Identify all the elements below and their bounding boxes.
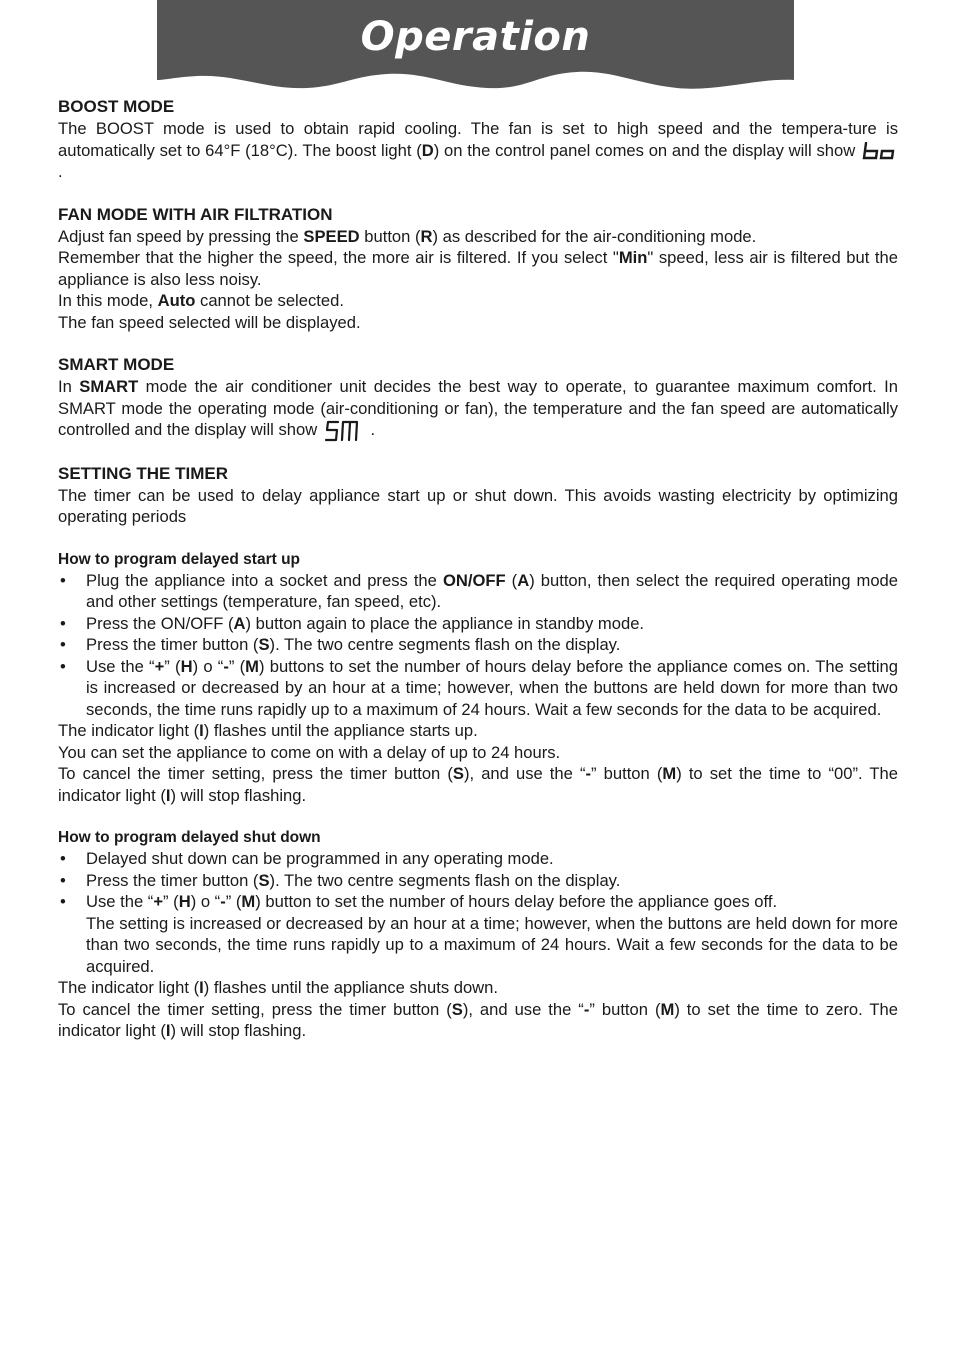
startup-list [58,570,898,721]
startup-section [58,549,898,807]
shutdown-list [58,848,898,977]
fan-heading: FAN MODE WITH AIR FILTRATION [58,204,333,224]
fan-line-2: Remember that the higher the speed, the more air is filtered. If you select "Min" speed, less air is filtered but the appliance is also less noisy. [58,248,898,289]
shutdown-indicator-text: The indicator light (I) flashes until the appliance shuts down. [58,978,499,998]
list-item: • Use the “+” (H) o “-” (M) buttons to set the number of hours delay before the appliance comes on. The setting is increased or decreased by an hour at a time; however, when the buttons are held down for more than two seconds, the time runs rapidly up to a maximum of 24 hours. Wait a few seconds for the data to be acquired. [58,656,898,721]
document-body [58,96,898,1063]
list-item: • Use the “+” (H) o “-” (M) button to set the number of hours delay before the appliance goes off. The setting is increased or decreased by an hour at a time; however, when the buttons are held down for more than two seconds, the time runs rapidly up to a maximum of 24 hours. Wait a few seconds for the data to be acquired. [58,891,898,977]
shutdown-cancel-text: To cancel the timer setting, press the timer button (S), and use the “-” button (M) to set the time to zero. The indicator light (I) will stop flashing. [58,999,898,1041]
list-item: • Press the timer button (S). The two centre segments flash on the display. [58,870,898,892]
page-title: Operation [360,14,591,60]
fan-line-1: Adjust fan speed by pressing the SPEED button (R) as described for the air-conditioning mode. [58,226,757,246]
title-banner [157,0,794,96]
startup-cancel-text: To cancel the timer setting, press the timer button (S), and use the “-” button (M) to set the time to “00”. The indicator light (I) will stop flashing. [58,764,898,805]
boost-paragraph: The BOOST mode is used to obtain rapid cooling. The fan is set to high speed and the tempera-ture is automatically set to 64°F (18°C). The boost light (D) on the control panel comes on and the display will show . [58,119,898,181]
timer-heading: SETTING THE TIMER [58,463,228,483]
shutdown-section [58,827,898,1042]
timer-section [58,463,898,528]
shutdown-heading: How to program delayed shut down [58,829,321,847]
display-bo-icon [862,142,896,160]
display-sm-icon [324,420,364,442]
fan-section [58,204,898,334]
list-item: • Press the timer button (S). The two centre segments flash on the display. [58,634,898,656]
list-item: • Plug the appliance into a socket and press the ON/OFF (A) button, then select the required operating mode and other settings (temperature, fan speed, etc). [58,570,898,613]
boost-section [58,96,898,183]
smart-heading: SMART MODE [58,355,175,374]
startup-delay-text: You can set the appliance to come on with a delay of up to 24 hours. [58,742,561,762]
startup-heading: How to program delayed start up [58,550,301,568]
list-item: • Delayed shut down can be programmed in any operating mode. [58,848,898,870]
list-item: • Press the ON/OFF (A) button again to place the appliance in standby mode. [58,613,898,635]
fan-line-4: The fan speed selected will be displayed. [58,312,361,332]
boost-heading: BOOST MODE [58,97,175,116]
fan-line-3: In this mode, Auto cannot be selected. [58,291,344,310]
startup-indicator-text: The indicator light (I) flashes until the appliance starts up. [58,721,478,741]
smart-section [58,354,898,442]
timer-intro: The timer can be used to delay appliance start up or shut down. This avoids wasting electricity by optimizing operating periods [58,485,898,527]
smart-paragraph: In SMART mode the air conditioner unit decides the best way to operate, to guarantee maximum comfort. In SMART mode the operating mode (air-conditioning or fan), the temperature and the fan speed are automatically controlled and the display will show . [58,376,898,442]
